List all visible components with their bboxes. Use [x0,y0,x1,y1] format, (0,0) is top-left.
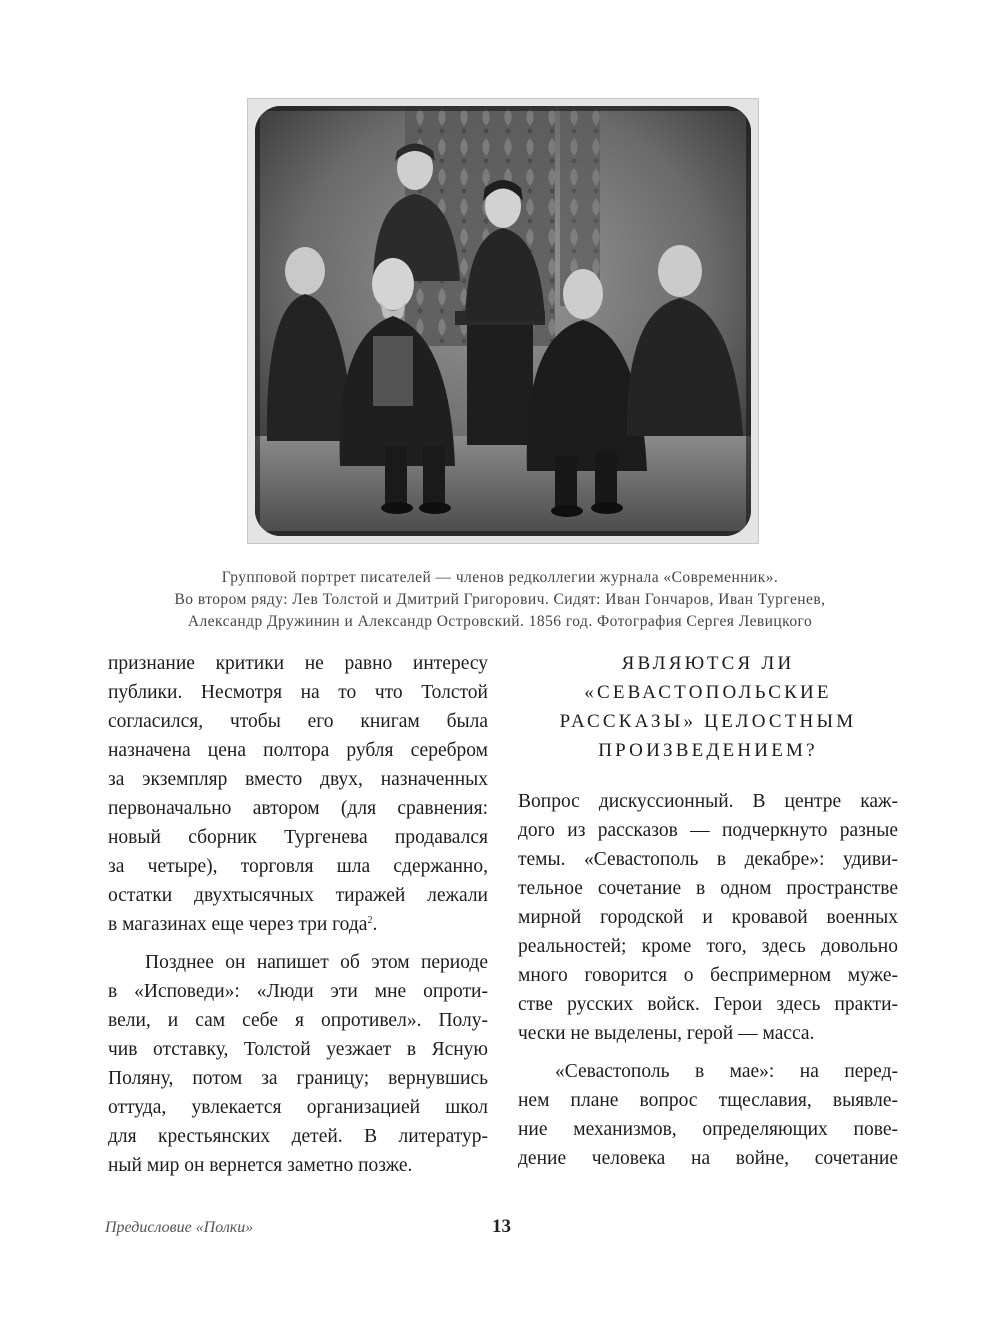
text-line: новый сборник Тургенева продавался [108,827,488,848]
text-line: Вопрос дискуссионный. В центре каж- [518,791,898,812]
text-line: стве русских войск. Герои здесь практи- [518,994,898,1015]
heading-line: РАССКАЗЫ» ЦЕЛОСТНЫМ [559,711,857,732]
caption-line: Александр Дружинин и Александр Островский. 1856 год. Фотография Сергея Левицкого [187,613,813,630]
text-line: реальностей; кроме того, здесь довольно [518,936,898,957]
text-line: публики. Несмотря на то что Толстой [108,682,488,703]
figure-frame [247,98,759,544]
heading-line: ЯВЛЯЮТСЯ ЛИ [621,653,795,674]
text-line: остатки двухтысячных тиражей лежали [108,885,488,906]
text-line: первоначально автором (для сравнения: [108,798,488,819]
group-portrait-image [255,106,751,536]
text-line: темы. «Севастополь в декабре»: удиви- [518,849,898,870]
text-line: признание критики не равно интересу [108,653,488,674]
text-line: чив отставку, Толстой уезжает в Ясную [108,1039,488,1060]
text-line: за экземпляр вместо двух, назначенных [108,769,488,790]
text-line: «Севастополь в мае»: на перед- [555,1061,898,1082]
text-fragment: в магазинах еще через три года [108,914,368,935]
text-line: ный мир он вернется заметно позже. [108,1155,413,1176]
text-line: оттуда, увлекается организацией школ [108,1097,488,1118]
text-line: дого из рассказов — подчеркнуто разные [518,820,898,841]
text-fragment: . [372,914,378,935]
caption-line: Во втором ряду: Лев Толстой и Дмитрий Григорович. Сидят: Иван Гончаров, Иван Тургенев, [174,591,826,608]
text-line: согласился, чтобы его книгам была [108,711,488,732]
running-title: Предисловие «Полки» [105,1219,254,1236]
text-line: ние механизмов, определяющих пове- [518,1119,898,1140]
group-portrait-photo [255,106,751,536]
text-line: нем плане вопрос тщеславия, выявле- [518,1090,898,1111]
heading-line: ПРОИЗВЕДЕНИЕМ? [598,740,818,761]
text-line: в «Исповеди»: «Люди эти мне опроти- [108,981,488,1002]
figure-caption [120,567,880,633]
right-column [518,649,898,1173]
footnote-ref[interactable]: 2 [367,915,373,926]
text-line: чески не выделены, герой — масса. [518,1023,815,1044]
text-line: для крестьянских детей. В литератур- [108,1126,488,1147]
text-line: назначена цена полтора рубля серебром [108,740,488,761]
text-line: дение человека на войне, сочетание [518,1148,898,1169]
text-line: Позднее он напишет об этом периоде [145,952,488,973]
caption-line: Групповой портрет писателей — членов редколлегии журнала «Современник». [221,569,779,586]
text-line: мирной городской и кровавой военных [518,907,898,928]
left-column [108,649,488,1180]
text-line: вели, и сам себе я опротивел». Полу- [108,1010,488,1031]
text-line: много говорится о беспримерном муже- [518,965,898,986]
text-line [108,910,488,939]
text-line: Поляну, потом за границу; вернувшись [108,1068,488,1089]
page-number: 13 [492,1216,511,1237]
section-heading [518,649,898,765]
text-line: тельное сочетание в одном пространстве [518,878,898,899]
text-line: за четыре), торговля шла сдержанно, [108,856,488,877]
heading-line: «СЕВАСТОПОЛЬСКИЕ [584,682,832,703]
